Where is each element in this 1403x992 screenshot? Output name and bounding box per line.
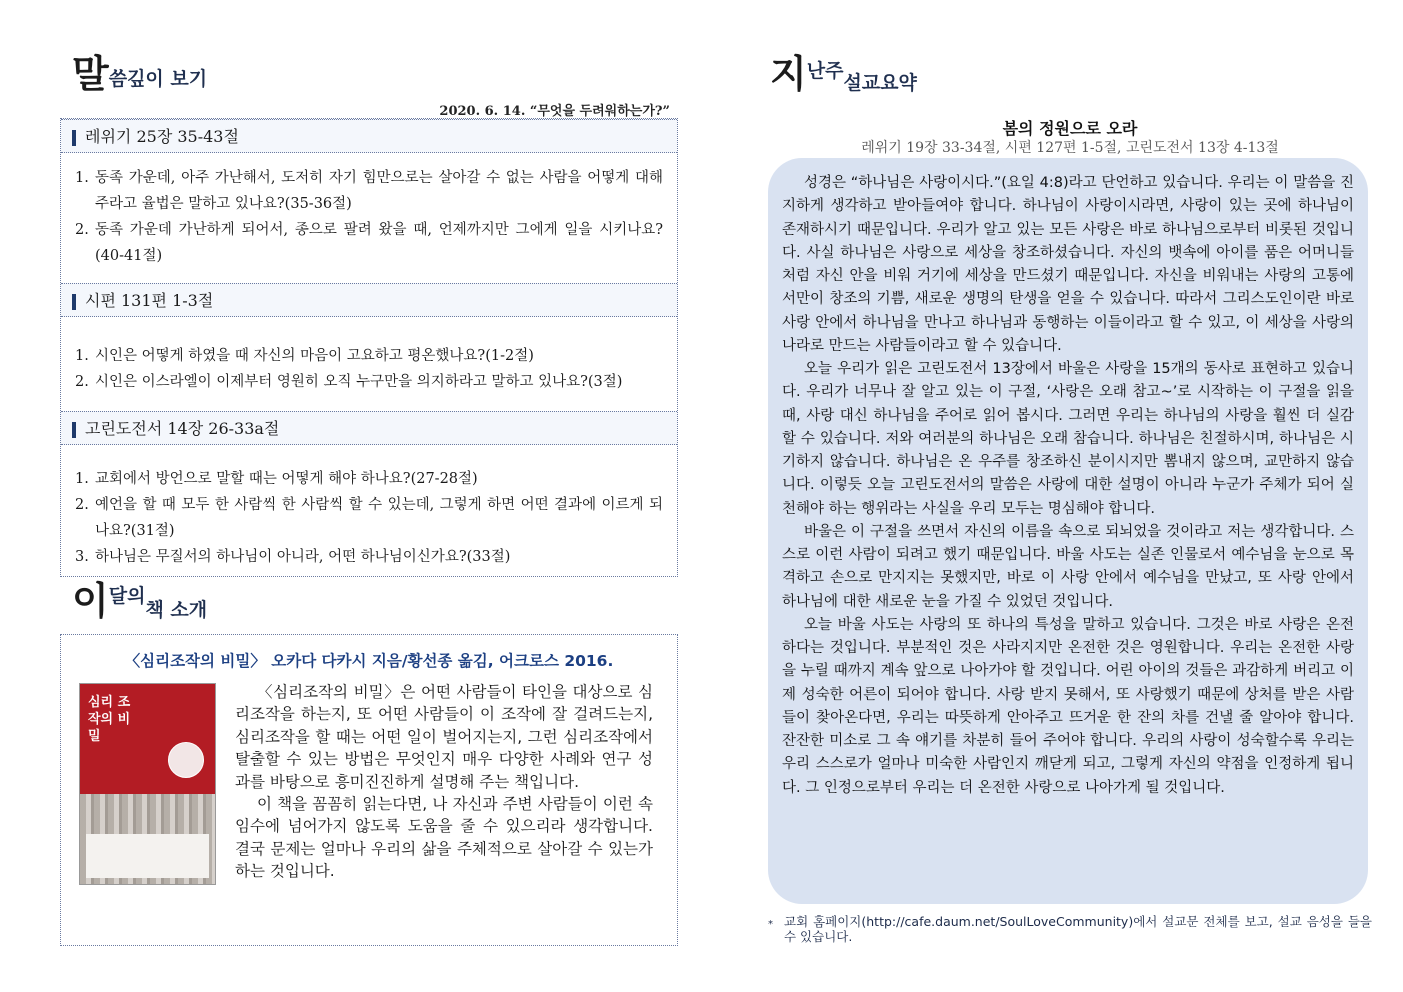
question-list [75,466,663,570]
sermon-paragraph: 오늘 바울 사도는 사랑의 또 하나의 특성을 말하고 있습니다. 그것은 바로 사랑은 온전하다는 것입니다. 부분적인 것은 사라지지만 온전한 것은 영원합니다. 우리는 온전한 사랑을 누릴 때까지 계속 앞으로 나아가야 할 것입니다. 어린 아이의 것들은 과감하게 버리고 이제 성숙한 어른이 되어야 합니다. 사랑 받지 못해서, 또 사랑했기 때문에 상처를 받은 사람들이 찾아온다면, 우리는 따뜻하게 안아주고 뜨거운 한 잔의 차를 건낼 줄 알아야 합니다. 잔잔한 미소로 그 속 얘기를 차분히 들어 주어야 합니다. 우리의 사랑이 성숙할수록 우리는 우리 스스로가 얼마나 미숙한 사람인지 깨닫게 되고, 그렇게 자신의 약점을 인정하게 됩니다. 그 인정으로부터 우리는 더 온전한 사랑으로 나아가게 될 것입니다. [782,616,1354,796]
question-number: 1. [75,170,89,186]
question-list [75,343,663,395]
question-item [75,466,663,492]
question-item [75,217,663,269]
sermon-paragraph: 바울은 이 구절을 쓰면서 자신의 이름을 속으로 되뇌었을 것이라고 저는 생각합니다. 스스로 이런 사람이 되려고 했기 때문입니다. 바울 사도는 실존 인물로서 예수님을 눈으로 목격하고 손으로 만지지는 못했지만, 바로 이 사랑 안에서 예수님을 만났고, 또 사랑 안에서 하나님에 대한 새로운 눈을 가질 수 있었던 것입니다. [782,523,1354,610]
passage-title: 고린도전서 14장 26-33a절 [61,411,677,445]
date-and-theme: 2020. 6. 14. “무엇을 두려워하는가?” [439,104,670,119]
question-item [75,343,663,369]
bible-questions-box [60,118,678,577]
heading-rest: 설교요약 [843,72,917,94]
heading-mid: 난주 [806,60,844,82]
passage-title: 레위기 25장 35-43절 [61,119,677,153]
question-number: 1. [75,348,89,364]
sermon-scripture-reference: 레위기 19장 33-34절, 시편 127편 1-5절, 고린도전서 13장 4-13절 [861,140,1279,156]
heading-mid: 달의 [108,585,146,607]
question-number: 3. [75,549,89,565]
heading-rest: 씀깊이 보기 [108,68,208,90]
question-text: 예언을 할 때 모두 한 사람씩 한 사람씩 할 수 있는데, 그렇게 하면 어떤 결과에 이르게 되나요?(31절) [95,497,663,539]
question-text: 하나님은 무질서의 하나님이 아니라, 어떤 하나님이신가요?(33절) [95,549,511,565]
question-list [75,165,663,269]
question-item [75,369,663,395]
section-heading-last-week-sermon [770,51,917,96]
sermon-text [782,172,1354,800]
question-text: 시인은 이스라엘이 이제부터 영원히 오직 누구만을 의지하라고 말하고 있나요?(3절) [95,374,623,390]
book-review-box [60,634,678,946]
sermon-paragraph: 오늘 우리가 읽은 고린도전서 13장에서 바울은 사랑을 15개의 동사로 표현하고 있습니다. 우리가 너무나 잘 알고 있는 이 구절, ‘사랑은 오래 참고~’로 시작하는 이 구절을 읽을 때, 사랑 대신 하나님을 주어로 읽어 봅시다. 그러면 우리는 하나님의 사랑을 훨씬 더 실감할 수 있습니다. 저와 여러분의 하나님은 오래 참습니다. 하나님은 친절하시며, 하나님은 시기하지 않습니다. 하나님은 온 우주를 창조하신 분이시지만 뽐내지 않으며, 교만하지 않습니다. 이렇듯 오늘 고린도전서의 말씀은 사랑에 대한 설명이 아니라 누군가 주체가 되어 실천해야 하는 행위라는 사실을 우리 모두는 명심해야 합니다. [782,361,1354,517]
question-text: 시인은 어떻게 하였을 때 자신의 마음이 고요하고 평온했나요?(1-2절) [95,348,534,364]
heading-rest: 책 소개 [145,599,208,621]
book-paragraph: 이 책을 꼼꼼히 읽는다면, 나 자신과 주변 사람들이 이런 속임수에 넘어가지 않도록 도움을 줄 수 있으리라 생각합니다. 결국 문제는 얼마나 우리의 삶을 주체적으로 살아갈 수 있는가 하는 것입니다. [235,795,653,881]
question-number: 2. [75,497,89,513]
sermon-summary-box [768,158,1368,904]
book-paragraph: 〈심리조작의 비밀〉은 어떤 사람들이 타인을 대상으로 심리조작을 하는지, 또 어떤 사람들이 이 조작에 잘 걸려드는지, 심리조작을 할 때는 어떤 일이 벌어지는지, 그런 심리조작에서 탈출할 수 있는 방법은 무엇인지 매우 다양한 사례와 연구 성과를 바탕으로 흥미진진하게 설명해 주는 책입니다. [235,683,653,791]
sermon-title: 봄의 정원으로 오라 [1002,119,1138,138]
heading-initial: 말 [72,51,109,96]
passage-title: 시편 131편 1-3절 [61,283,677,317]
heading-initial: 이 [72,578,109,623]
sermon-paragraph: 성경은 “하나님은 사랑이시다.”(요일 4:8)라고 단언하고 있습니다. 우리는 이 말씀을 진지하게 생각하고 받아들여야 합니다. 하나님이 사랑이시라면, 사랑이 있는 곳에 하나님이 존재하시기 때문입니다. 우리가 알고 있는 모든 사랑은 바로 하나님으로부터 비롯된 것입니다. 사실 하나님은 사랑으로 세상을 창조하셨습니다. 자신의 뱃속에 아이를 품은 어머니들처럼 자신 안을 비워 거기에 세상을 만드셨기 때문입니다. 자신을 비워내는 사랑의 고통에서만이 창조의 기쁨, 새로운 생명의 탄생을 얻을 수 있습니다. 따라서 그리스도인이란 바로 사랑 안에서 하나님을 만나고 하나님과 동행하는 이들이라고 할 수 있고, 이 세상을 사랑의 나라로 만드는 사람들이라고 할 수 있습니다. [782,175,1354,354]
section-heading-book-of-month [72,578,208,623]
book-description [75,681,653,891]
heading-initial: 지 [770,51,807,96]
question-number: 2. [75,222,89,238]
footnote-star: * [768,919,773,930]
question-number: 1. [75,471,89,487]
question-item [75,165,663,217]
question-text: 교회에서 방언으로 말할 때는 어떻게 해야 하나요?(27-28절) [95,471,478,487]
homepage-footnote [768,914,1372,944]
book-title: 〈심리조작의 비밀〉 오카다 다카시 지음/황선종 옮김, 어크로스 2016. [124,652,614,670]
question-text: 동족 가운데 가난하게 되어서, 종으로 팔려 왔을 때, 언제까지만 그에게 일을 시키나요?(40-41절) [95,222,663,264]
question-text: 동족 가운데, 아주 가난해서, 도저히 자기 힘만으로는 살아갈 수 없는 사람을 어떻게 대해주라고 율법은 말하고 있나요?(35-36절) [95,170,663,212]
question-item [75,492,663,544]
section-heading-word-deep-look [72,51,208,96]
cover-title: 심리 조작의 비밀 [88,695,131,744]
question-item [75,544,663,570]
footnote-text: 교회 홈페이지(http://cafe.daum.net/SoulLoveCommunity)에서 설교문 전체를 보고, 설교 음성을 들을 수 있습니다. [784,914,1372,944]
question-number: 2. [75,374,89,390]
